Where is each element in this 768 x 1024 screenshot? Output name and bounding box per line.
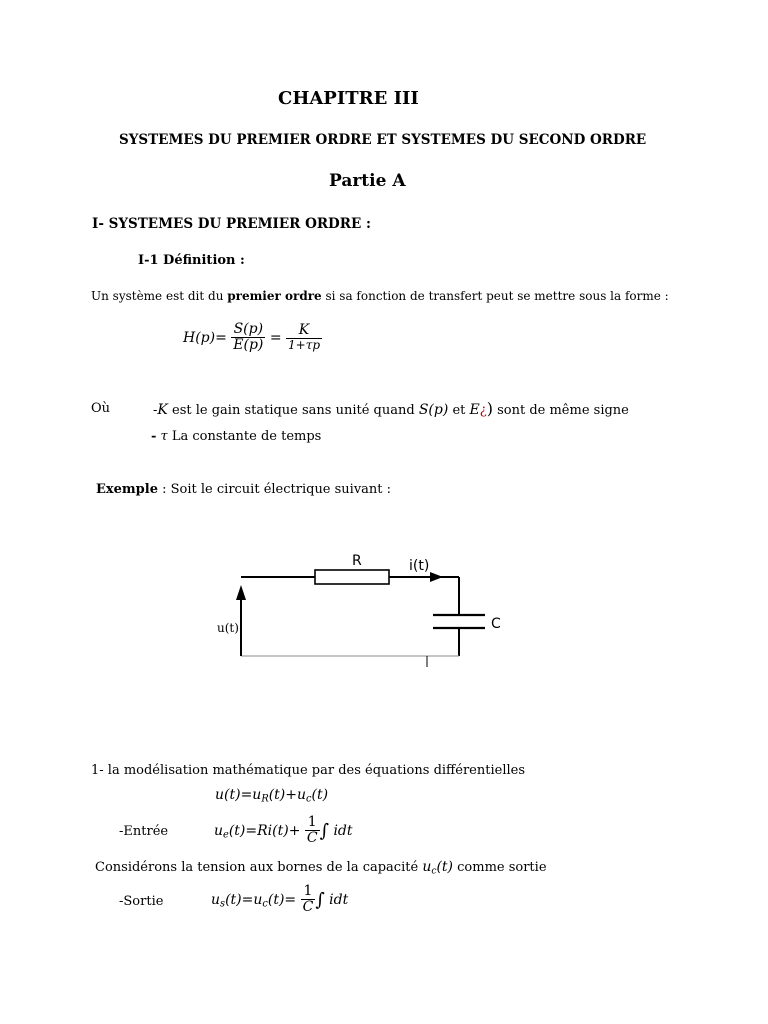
tf-den-2: 1+τp — [288, 338, 321, 353]
eq3-part-end: idt — [324, 891, 349, 908]
consider-line — [95, 859, 547, 876]
eq2-integral: ∫ — [319, 820, 329, 842]
eq1-part-b: (t)+u — [268, 787, 307, 803]
equation-input — [214, 815, 353, 847]
eq3-part-b: (t)=u — [225, 891, 263, 908]
current-label: i(t) — [409, 558, 430, 574]
gain-dash: - — [153, 403, 158, 418]
et-text: et — [448, 403, 470, 418]
equation-kirchhoff — [215, 787, 328, 804]
eq3-num: 1 — [301, 884, 316, 900]
current-arrowhead — [430, 572, 443, 582]
eq2-part-a: u — [214, 822, 224, 839]
consider-text-a: Considérons la tension aux bornes de la capacité — [95, 860, 423, 875]
resistor — [315, 570, 389, 584]
eq2-den: C — [306, 830, 318, 847]
consider-text-b: comme sortie — [453, 860, 547, 875]
eq1-sub-c: c — [306, 793, 312, 805]
eq3-den: C — [302, 899, 314, 916]
capacitor-label: C — [491, 616, 501, 632]
output-symbol: S(p) — [418, 402, 449, 418]
tf-eq: = — [269, 329, 282, 346]
sortie-label: -Sortie — [119, 894, 164, 909]
eq2-fraction — [305, 815, 320, 847]
eq2-part-b: (t)=Ri(t)+ — [228, 822, 301, 839]
consider-symbol: u — [422, 859, 432, 875]
voltage-label: u(t) — [217, 621, 239, 635]
example-label: Exemple — [96, 482, 158, 497]
definition-text-before: Un système est dit du — [91, 289, 228, 303]
input-glyph: ¿ — [479, 403, 487, 418]
eq2-num: 1 — [305, 815, 320, 831]
equation-output — [211, 884, 348, 916]
eq3-sub-s: s — [220, 898, 226, 910]
eq1-sub-r: R — [261, 793, 269, 805]
tf-den-1: E(p) — [233, 337, 264, 354]
tau-symbol: τ — [160, 429, 168, 444]
eq3-part-c: (t)= — [267, 891, 297, 908]
gain-symbol: K — [157, 402, 168, 418]
tf-num-1: S(p) — [231, 322, 265, 338]
tau-dash: - — [151, 429, 157, 444]
consider-symbol-end: (t) — [436, 859, 453, 875]
tau-text: La constante de temps — [167, 429, 322, 444]
definition-text-after: si sa fonction de transfert peut se mettre sous la forme : — [321, 289, 669, 303]
same-sign-text: sont de même signe — [492, 403, 629, 418]
consider-sub: c — [431, 866, 437, 877]
modeling-intro: 1- la modélisation mathématique par des équations différentielles — [91, 763, 526, 778]
resistor-label: R — [352, 553, 362, 569]
voltage-arrowhead — [236, 585, 246, 600]
input-symbol: E — [469, 402, 480, 418]
definition-bold: premier ordre — [227, 289, 322, 303]
eq3-fraction — [301, 884, 316, 916]
eq3-part-a: u — [211, 891, 221, 908]
eq2-sub-e: e — [223, 829, 229, 841]
where-label: Où — [91, 401, 111, 416]
eq3-sub-c: c — [262, 898, 268, 910]
tf-num-2: K — [286, 323, 322, 339]
subsection-heading: I-1 Définition : — [138, 253, 245, 268]
chapter-subtitle: SYSTEMES DU PREMIER ORDRE ET SYSTEMES DU SECOND ORDRE — [119, 132, 647, 148]
chapter-title: CHAPITRE III — [278, 88, 419, 109]
eq2-part-end: idt — [329, 822, 353, 839]
gain-text: est le gain statique sans unité quand — [167, 403, 419, 418]
example-text: : Soit le circuit électrique suivant : — [158, 482, 392, 497]
eq1-part-a: u(t)=u — [215, 787, 262, 803]
section-heading: I- SYSTEMES DU PREMIER ORDRE : — [92, 216, 371, 232]
entree-label: -Entrée — [119, 824, 169, 839]
input-paren: ) — [486, 399, 493, 418]
eq1-part-c: (t) — [311, 787, 329, 803]
part-title: Partie A — [329, 171, 406, 191]
tf-lhs: H(p)= — [183, 329, 227, 346]
eq3-integral: ∫ — [315, 889, 325, 911]
